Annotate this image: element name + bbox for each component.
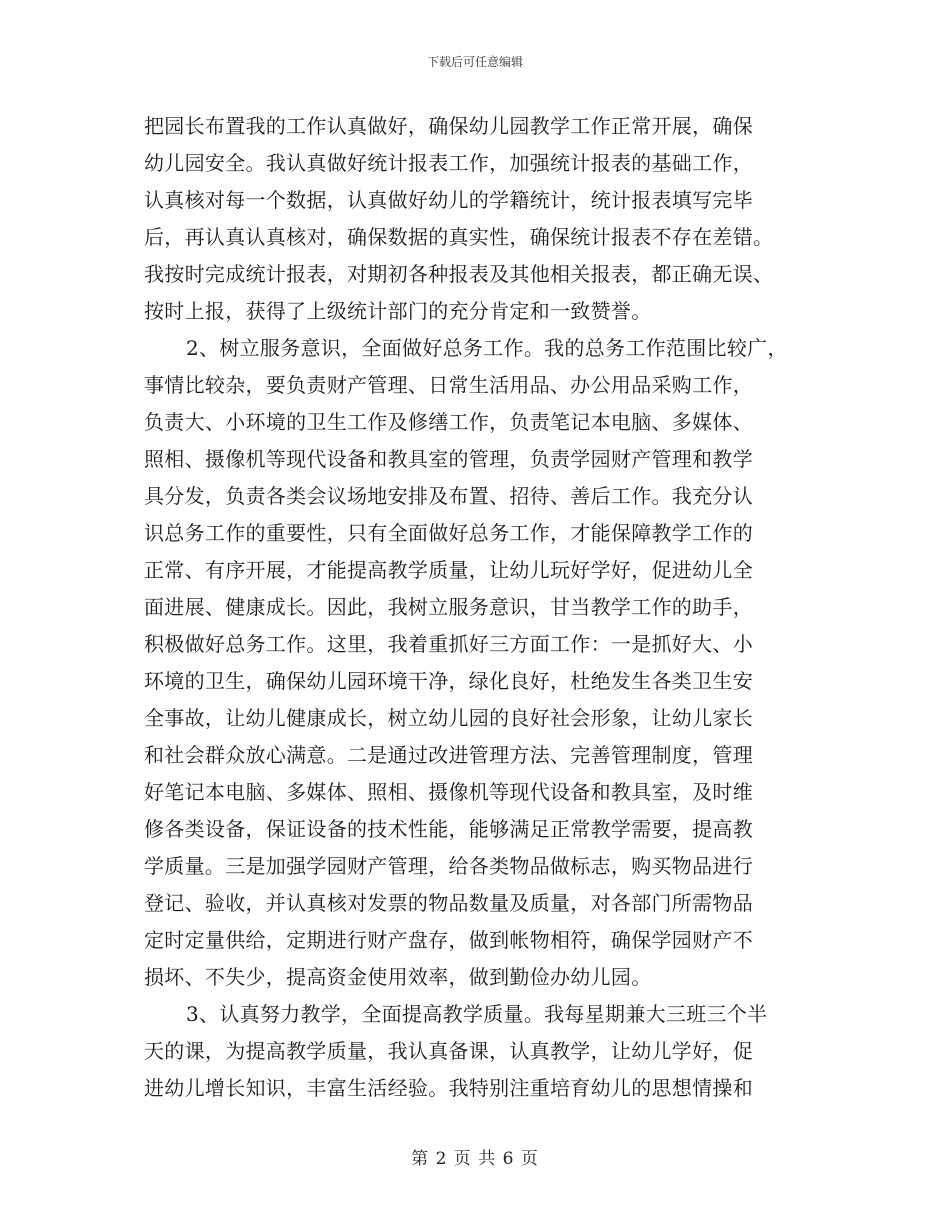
text-line: 全事故，让幼儿健康成长，树立幼儿园的良好社会形象，让幼儿家长: [144, 706, 753, 730]
text-line: 幼儿园安全。我认真做好统计报表工作，加强统计报表的基础工作，: [144, 151, 753, 175]
text-line: 天的课，为提高教学质量，我认真备课，认真教学，让幼儿学好，促: [144, 1039, 753, 1063]
text-line: 积极做好总务工作。这里，我着重抓好三方面工作：一是抓好大、小: [144, 632, 753, 656]
text-line: 正常、有序开展，才能提高教学质量，让幼儿玩好学好，促进幼儿全: [144, 558, 753, 582]
page-number: 第 2 页 共 6 页: [411, 1149, 539, 1169]
text-line: 定时定量供给，定期进行财产盘存，做到帐物相符，确保学园财产不: [144, 928, 753, 952]
text-line: 具分发，负责各类会议场地安排及布置、招待、善后工作。我充分认: [144, 484, 753, 508]
text-line: 事情比较杂，要负责财产管理、日常生活用品、办公用品采购工作，: [144, 373, 753, 397]
text-line: 后，再认真认真核对，确保数据的真实性，确保统计报表不存在差错。: [144, 225, 774, 249]
text-line: 2、树立服务意识，全面做好总务工作。我的总务工作范围比较广，: [186, 336, 788, 360]
text-line: 我按时完成统计报表，对期初各种报表及其他相关报表，都正确无误、: [144, 262, 774, 286]
text-line: 识总务工作的重要性，只有全面做好总务工作，才能保障教学工作的: [144, 521, 753, 545]
paragraph: [144, 996, 824, 1107]
text-line: 修各类设备，保证设备的技术性能，能够满足正常教学需要，提高教: [144, 817, 753, 841]
text-line: 进幼儿增长知识，丰富生活经验。我特别注重培育幼儿的思想情操和: [144, 1076, 753, 1100]
text-line: 损坏、不失少，提高资金使用效率，做到勤俭办幼儿园。: [144, 965, 652, 989]
text-line: 负责大、小环境的卫生工作及修缮工作，负责笔记本电脑、多媒体、: [144, 410, 753, 434]
text-line: 登记、验收，并认真核对发票的物品数量及质量，对各部门所需物品: [144, 891, 753, 915]
text-line: 3、认真努力教学，全面提高教学质量。我每星期兼大三班三个半: [186, 1002, 768, 1026]
text-line: 面进展、健康成长。因此，我树立服务意识，甘当教学工作的助手，: [144, 595, 753, 619]
text-line: 把园长布置我的工作认真做好，确保幼儿园教学工作正常开展，确保: [144, 114, 753, 138]
text-line: 认真核对每一个数据，认真做好幼儿的学籍统计，统计报表填写完毕: [144, 188, 753, 212]
paragraph: [144, 330, 824, 996]
text-line: 和社会群众放心满意。二是通过改进管理方法、完善管理制度，管理: [144, 743, 753, 767]
text-line: 学质量。三是加强学园财产管理，给各类物品做标志，购买物品进行: [144, 854, 753, 878]
body-text: [144, 108, 824, 1107]
page-footer: [0, 1148, 950, 1170]
text-line: 环境的卫生，确保幼儿园环境干净，绿化良好，杜绝发生各类卫生安: [144, 669, 753, 693]
header-note: 下载后可任意编辑: [426, 55, 523, 69]
text-line: 照相、摄像机等现代设备和教具室的管理，负责学园财产管理和教学: [144, 447, 753, 471]
page-header: [0, 54, 950, 70]
paragraph: [144, 108, 824, 330]
text-line: 好笔记本电脑、多媒体、照相、摄像机等现代设备和教具室，及时维: [144, 780, 753, 804]
text-line: 按时上报，获得了上级统计部门的充分肯定和一致赞誉。: [144, 299, 652, 323]
